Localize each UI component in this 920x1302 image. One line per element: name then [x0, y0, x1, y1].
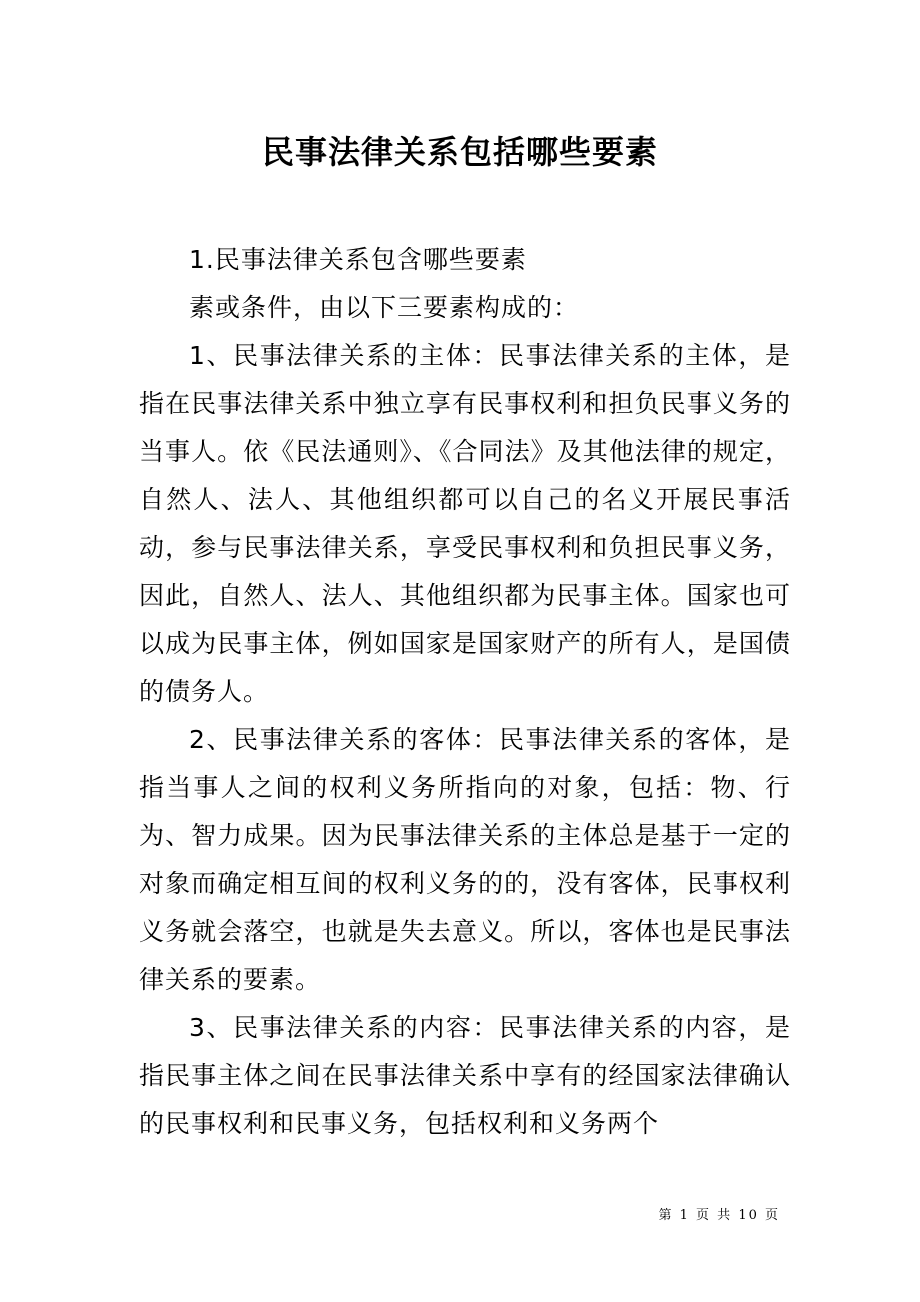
- page-number: 第 1 页 共 10 页: [658, 1208, 780, 1223]
- paragraph-object: 2、民事法律关系的客体：民事法律关系的客体，是指当事人之间的权利义务所指向的对象，包括：物、行为、智力成果。因为民事法律关系的主体总是基于一定的对象而确定相互间的权利义务的的，没有客体，民事权利义务就会落空，也就是失去意义。所以，客体也是民事法律关系的要素。: [139, 725, 791, 994]
- paragraph-content: 3、民事法律关系的内容：民事法律关系的内容，是指民事主体之间在民事法律关系中享有的经国家法律确认的民事权利和民事义务，包括权利和义务两个: [139, 1013, 791, 1138]
- paragraph-subject: 1、民事法律关系的主体：民事法律关系的主体，是指在民事法律关系中独立享有民事权利和担负民事义务的当事人。依《民法通则》、《合同法》及其他法律的规定，自然人、法人、其他组织都可以自己的名义开展民事活动，参与民事法律关系，享受民事权利和负担民事义务，因此，自然人、法人、其他组织都为民事主体。国家也可以成为民事主体，例如国家是国家财产的所有人，是国债的债务人。: [139, 341, 791, 706]
- document-body: [139, 236, 791, 1148]
- paragraph-intro: 素或条件，由以下三要素构成的：: [189, 293, 580, 322]
- document-title: 民事法律关系包括哪些要素: [261, 133, 658, 171]
- paragraph-heading: 1.民事法律关系包含哪些要素: [189, 245, 527, 274]
